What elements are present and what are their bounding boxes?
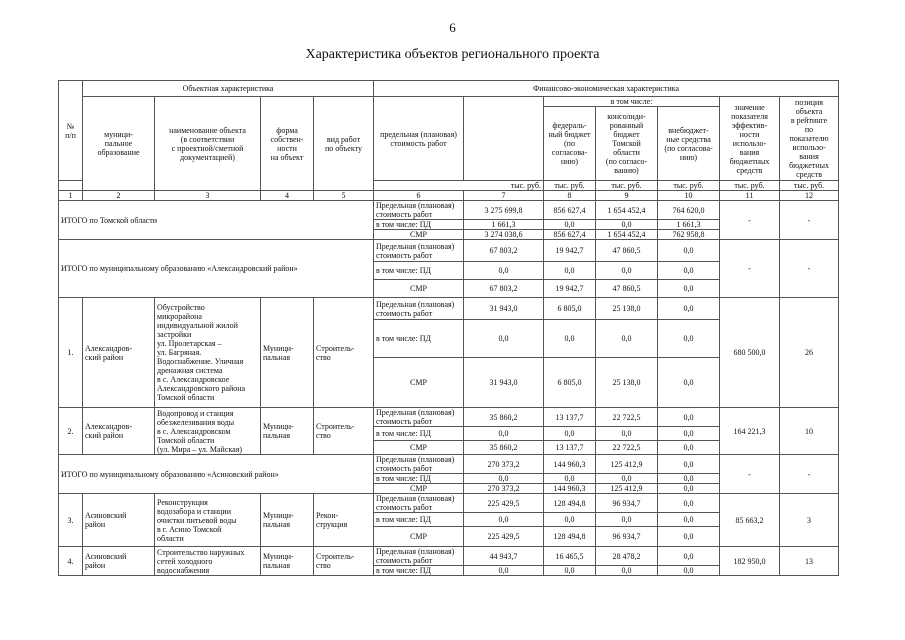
cell-extrabudget: 0,0: [658, 455, 720, 474]
row-label: СМР: [374, 484, 464, 494]
object-name: Обустройство микрорайона индивидуальной жилой застройки ул. Пролетарская – ул. Багряная. Водоснабжение. Уличная дренажная система в с. Александровское Александровского района Томской области: [155, 298, 261, 408]
cell-extrabudget: 1 661,3: [658, 220, 720, 230]
cell-extrabudget: 762 958,8: [658, 230, 720, 240]
units-num-blank: [59, 181, 83, 191]
unit-consolidated: тыс. руб.: [596, 181, 658, 191]
header-federal: федераль- ный бюджет (по согласова- нию): [544, 107, 596, 181]
cell-cost: 0,0: [464, 262, 544, 280]
cell-consolidated: 22 722,5: [596, 441, 658, 455]
table-row: [59, 455, 839, 474]
cell-cost: 1 661,3: [464, 220, 544, 230]
cell-rating: -: [780, 240, 839, 298]
col-number: 10: [658, 191, 720, 201]
cell-cost: 270 373,2: [464, 484, 544, 494]
object-name: Реконструкция водозабора и станции очистки питьевой воды в г. Асино Томской области: [155, 494, 261, 547]
cell-extrabudget: 0,0: [658, 240, 720, 262]
table-row: [59, 298, 839, 320]
col-number: 4: [261, 191, 314, 201]
object-name: Водопровод и станция обезжелезивания воды в с. Александровском Томской области (ул. Мира – ул. Майская): [155, 408, 261, 455]
cell-extrabudget: 0,0: [658, 547, 720, 566]
header-ownership: форма собствен- ности на объект: [261, 97, 314, 191]
object-municipality: Александров- ский район: [83, 298, 155, 408]
row-label: в том числе: ПД: [374, 320, 464, 358]
cell-consolidated: 125 412,9: [596, 484, 658, 494]
cell-extrabudget: 0,0: [658, 527, 720, 547]
unit-rating: тыс. руб.: [780, 181, 839, 191]
header-row-1: [59, 81, 839, 97]
object-num: 3.: [59, 494, 83, 547]
unit-efficiency: тыс. руб.: [720, 181, 780, 191]
cell-cost: 3 275 699,8: [464, 201, 544, 220]
cell-federal: 0,0: [544, 262, 596, 280]
row-label: СМР: [374, 230, 464, 240]
cell-consolidated: 0,0: [596, 320, 658, 358]
object-municipality: Асиновский район: [83, 494, 155, 547]
row-label: Предельная (плановая) стоимость работ: [374, 240, 464, 262]
cell-extrabudget: 0,0: [658, 408, 720, 427]
header-finance-group: Финансово-экономическая характеристика: [374, 81, 839, 97]
cell-cost: 0,0: [464, 320, 544, 358]
cell-rating: 10: [780, 408, 839, 455]
cell-extrabudget: 0,0: [658, 298, 720, 320]
cell-consolidated: 0,0: [596, 262, 658, 280]
table-row: [59, 547, 839, 566]
cell-extrabudget: 0,0: [658, 358, 720, 408]
cell-federal: 0,0: [544, 566, 596, 576]
object-ownership: Муници- пальная: [261, 298, 314, 408]
row-label: СМР: [374, 280, 464, 298]
cell-extrabudget: 0,0: [658, 566, 720, 576]
cell-rating: 13: [780, 547, 839, 576]
cell-consolidated: 1 654 452,4: [596, 201, 658, 220]
col-number: 3: [155, 191, 261, 201]
row-label: в том числе: ПД: [374, 220, 464, 230]
cell-efficiency: -: [720, 240, 780, 298]
cell-extrabudget: 764 620,0: [658, 201, 720, 220]
cell-efficiency: 182 950,0: [720, 547, 780, 576]
cell-cost: 67 803,2: [464, 240, 544, 262]
header-num: № п/п: [59, 81, 83, 181]
object-municipality: Александров- ский район: [83, 408, 155, 455]
object-work-type: Рекон- струкция: [314, 494, 374, 547]
cell-extrabudget: 0,0: [658, 262, 720, 280]
cell-federal: 144 960,3: [544, 455, 596, 474]
section-title-alexandrovsky: ИТОГО по муниципальному образованию «Александровский район»: [59, 240, 374, 298]
cell-federal: 128 494,8: [544, 527, 596, 547]
header-efficiency: значение показателя эффектив- ности использо- вания бюджетных средств: [720, 97, 780, 181]
row-label: Предельная (плановая) стоимость работ: [374, 455, 464, 474]
cell-federal: 0,0: [544, 513, 596, 527]
cell-rating: 3: [780, 494, 839, 547]
object-ownership: Муници- пальная: [261, 494, 314, 547]
cell-federal: 856 627,4: [544, 201, 596, 220]
row-label: СМР: [374, 527, 464, 547]
table-row: [59, 201, 839, 220]
row-label: Предельная (плановая) стоимость работ: [374, 547, 464, 566]
header-planned-cost: предельная (плановая) стоимость работ: [374, 97, 464, 181]
unit-cost: тыс. руб.: [374, 181, 544, 191]
header-extrabudget: внебюджет- ные средства (по согласова- нию): [658, 107, 720, 181]
row-label: СМР: [374, 441, 464, 455]
cell-federal: 0,0: [544, 427, 596, 441]
header-work-type: вид работ по объекту: [314, 97, 374, 191]
cell-extrabudget: 0,0: [658, 484, 720, 494]
row-label: Предельная (плановая) стоимость работ: [374, 201, 464, 220]
object-num: 4.: [59, 547, 83, 576]
cell-cost: 3 274 038,6: [464, 230, 544, 240]
header-object-group: Объектная характеристика: [83, 81, 374, 97]
cell-extrabudget: 0,0: [658, 494, 720, 513]
cell-federal: 144 960,3: [544, 484, 596, 494]
cell-extrabudget: 0,0: [658, 320, 720, 358]
cell-consolidated: 22 722,5: [596, 408, 658, 427]
col-number: 6: [374, 191, 464, 201]
cell-federal: 128 494,8: [544, 494, 596, 513]
header-rating: позиция объекта в рейтинге по показателю использо- вания бюджетных средств: [780, 97, 839, 181]
cell-consolidated: 96 934,7: [596, 494, 658, 513]
row-label: в том числе: ПД: [374, 566, 464, 576]
object-num: 1.: [59, 298, 83, 408]
cell-consolidated: 0,0: [596, 513, 658, 527]
cell-consolidated: 28 478,2: [596, 547, 658, 566]
cell-rating: -: [780, 455, 839, 494]
object-ownership: Муници- пальная: [261, 547, 314, 576]
object-ownership: Муници- пальная: [261, 408, 314, 455]
table-row: [59, 240, 839, 262]
cell-efficiency: -: [720, 201, 780, 240]
section-title-asinovsky: ИТОГО по муниципальному образованию «Асиновский район»: [59, 455, 374, 494]
header-object-name: наименование объекта (в соответствии с проектной/сметной документацией): [155, 97, 261, 191]
header-consolidated: консолиди- рованный бюджет Томской области (по согласо- ванию): [596, 107, 658, 181]
row-label: в том числе: ПД: [374, 262, 464, 280]
cell-extrabudget: 0,0: [658, 427, 720, 441]
cell-federal: 19 942,7: [544, 280, 596, 298]
cell-cost: 67 803,2: [464, 280, 544, 298]
cell-consolidated: 96 934,7: [596, 527, 658, 547]
cell-cost: 44 943,7: [464, 547, 544, 566]
cell-federal: 19 942,7: [544, 240, 596, 262]
table-wrapper: [58, 80, 838, 576]
cell-consolidated: 0,0: [596, 474, 658, 484]
cell-consolidated: 0,0: [596, 427, 658, 441]
regional-project-objects-table: [58, 80, 839, 576]
object-work-type: Строитель- ство: [314, 408, 374, 455]
col-number: 11: [720, 191, 780, 201]
cell-federal: 6 805,0: [544, 358, 596, 408]
cell-consolidated: 125 412,9: [596, 455, 658, 474]
document-title: Характеристика объектов регионального проекта: [305, 47, 600, 62]
col-number: 7: [464, 191, 544, 201]
cell-cost: 0,0: [464, 474, 544, 484]
row-label: в том числе: ПД: [374, 513, 464, 527]
row-label: Предельная (плановая) стоимость работ: [374, 408, 464, 427]
cell-consolidated: 25 138,0: [596, 298, 658, 320]
object-municipality: Асиновский район: [83, 547, 155, 576]
object-num: 2.: [59, 408, 83, 455]
row-label: Предельная (плановая) стоимость работ: [374, 298, 464, 320]
table-row: [59, 494, 839, 513]
cell-federal: 0,0: [544, 220, 596, 230]
row-label: СМР: [374, 358, 464, 408]
cell-federal: 6 805,0: [544, 298, 596, 320]
cell-federal: 16 465,5: [544, 547, 596, 566]
cell-efficiency: 85 663,2: [720, 494, 780, 547]
cell-federal: 856 627,4: [544, 230, 596, 240]
cell-cost: 35 860,2: [464, 441, 544, 455]
cell-extrabudget: 0,0: [658, 441, 720, 455]
cell-efficiency: 680 500,0: [720, 298, 780, 408]
cell-consolidated: 25 138,0: [596, 358, 658, 408]
unit-federal: тыс. руб.: [544, 181, 596, 191]
header-planned-cost-value-spacer: [464, 97, 544, 181]
col-number: 12: [780, 191, 839, 201]
cell-consolidated: 1 654 452,4: [596, 230, 658, 240]
object-name: Строительство наружных сетей холодного водоснабжения: [155, 547, 261, 576]
cell-extrabudget: 0,0: [658, 474, 720, 484]
col-number: 9: [596, 191, 658, 201]
cell-consolidated: 47 860,5: [596, 240, 658, 262]
section-title-tomsk: ИТОГО по Томской области: [59, 201, 374, 240]
header-including: в том числе:: [544, 97, 720, 107]
cell-extrabudget: 0,0: [658, 513, 720, 527]
cell-federal: 0,0: [544, 320, 596, 358]
cell-consolidated: 0,0: [596, 566, 658, 576]
header-municipality: муници- пальное образование: [83, 97, 155, 191]
cell-cost: 0,0: [464, 427, 544, 441]
cell-federal: 0,0: [544, 474, 596, 484]
row-label: в том числе: ПД: [374, 474, 464, 484]
object-work-type: Строитель- ство: [314, 547, 374, 576]
cell-consolidated: 0,0: [596, 220, 658, 230]
cell-efficiency: -: [720, 455, 780, 494]
cell-extrabudget: 0,0: [658, 280, 720, 298]
cell-rating: 26: [780, 298, 839, 408]
cell-federal: 13 137,7: [544, 408, 596, 427]
col-number: 5: [314, 191, 374, 201]
unit-extrabudget: тыс. руб.: [658, 181, 720, 191]
table-row: [59, 408, 839, 427]
column-numbers-row: [59, 191, 839, 201]
header-row-2: [59, 97, 839, 107]
cell-cost: 31 943,0: [464, 298, 544, 320]
cell-federal: 13 137,7: [544, 441, 596, 455]
page-number: 6: [449, 20, 456, 35]
cell-cost: 225 429,5: [464, 494, 544, 513]
col-number: 8: [544, 191, 596, 201]
cell-cost: 0,0: [464, 513, 544, 527]
cell-cost: 35 860,2: [464, 408, 544, 427]
object-work-type: Строитель- ство: [314, 298, 374, 408]
cell-efficiency: 164 221,3: [720, 408, 780, 455]
cell-consolidated: 47 860,5: [596, 280, 658, 298]
cell-cost: 270 373,2: [464, 455, 544, 474]
row-label: Предельная (плановая) стоимость работ: [374, 494, 464, 513]
row-label: в том числе: ПД: [374, 427, 464, 441]
cell-cost: 31 943,0: [464, 358, 544, 408]
cell-cost: 225 429,5: [464, 527, 544, 547]
cell-cost: 0,0: [464, 566, 544, 576]
col-number: 2: [83, 191, 155, 201]
cell-rating: -: [780, 201, 839, 240]
col-number: 1: [59, 191, 83, 201]
